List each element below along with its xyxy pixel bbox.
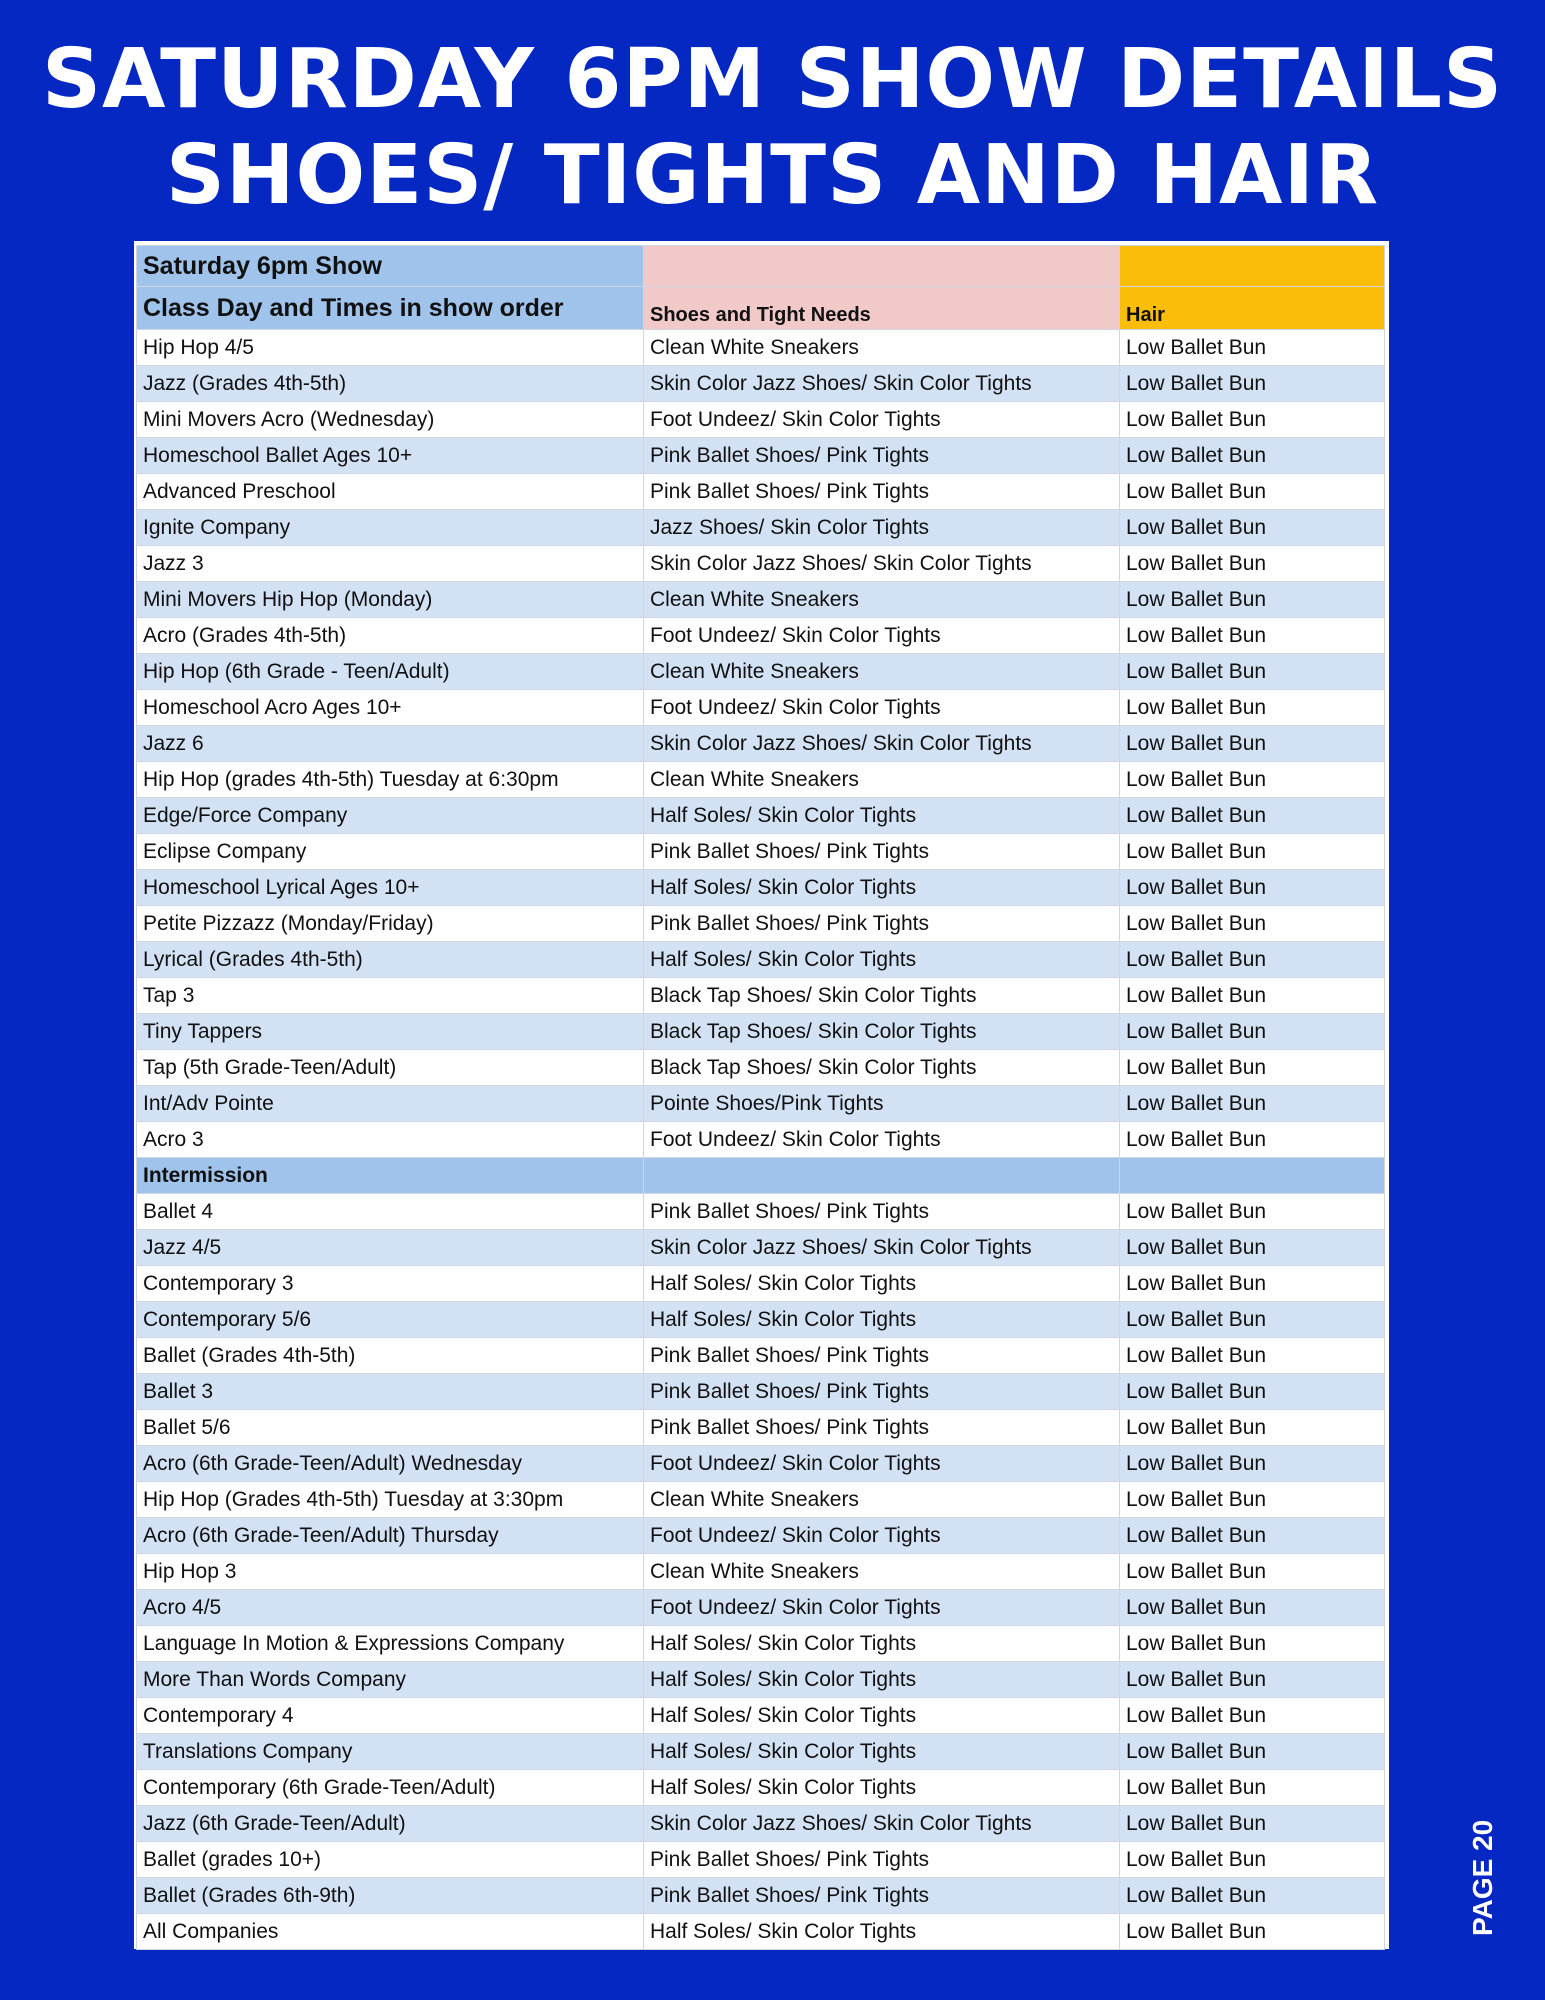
class-cell: Jazz (6th Grade-Teen/Adult) (137, 1806, 644, 1842)
shoes-tights-cell: Half Soles/ Skin Color Tights (644, 1914, 1120, 1950)
column-header-hair: Hair (1120, 287, 1385, 330)
intermission-row (137, 1158, 1385, 1194)
table-row (137, 906, 1385, 942)
shoes-tights-cell: Pink Ballet Shoes/ Pink Tights (644, 1338, 1120, 1374)
table-row (137, 726, 1385, 762)
class-cell: Acro (6th Grade-Teen/Adult) Thursday (137, 1518, 644, 1554)
column-header-class: Class Day and Times in show order (137, 287, 644, 330)
shoes-tights-cell: Pink Ballet Shoes/ Pink Tights (644, 1374, 1120, 1410)
class-cell: Tiny Tappers (137, 1014, 644, 1050)
table-row (137, 690, 1385, 726)
table-row (137, 618, 1385, 654)
shoes-tights-cell: Skin Color Jazz Shoes/ Skin Color Tights (644, 726, 1120, 762)
table-row (137, 798, 1385, 834)
class-cell: Contemporary 4 (137, 1698, 644, 1734)
hair-cell: Low Ballet Bun (1120, 1554, 1385, 1590)
table-row (137, 1734, 1385, 1770)
hair-cell: Low Ballet Bun (1120, 834, 1385, 870)
table-row (137, 1194, 1385, 1230)
shoes-tights-cell: Black Tap Shoes/ Skin Color Tights (644, 978, 1120, 1014)
table-row (137, 1086, 1385, 1122)
table-row (137, 1626, 1385, 1662)
class-cell: Mini Movers Acro (Wednesday) (137, 402, 644, 438)
class-cell: Hip Hop 3 (137, 1554, 644, 1590)
hair-cell: Low Ballet Bun (1120, 1086, 1385, 1122)
hair-cell: Low Ballet Bun (1120, 1374, 1385, 1410)
hair-cell: Low Ballet Bun (1120, 798, 1385, 834)
class-cell: Ignite Company (137, 510, 644, 546)
table-row (137, 1266, 1385, 1302)
class-cell: Ballet 3 (137, 1374, 644, 1410)
shoes-tights-cell: Clean White Sneakers (644, 762, 1120, 798)
class-cell: Eclipse Company (137, 834, 644, 870)
shoes-tights-cell: Foot Undeez/ Skin Color Tights (644, 1446, 1120, 1482)
hair-cell: Low Ballet Bun (1120, 1806, 1385, 1842)
class-cell: Jazz 4/5 (137, 1230, 644, 1266)
hair-cell: Low Ballet Bun (1120, 762, 1385, 798)
table-row (137, 1518, 1385, 1554)
title-line-1: SATURDAY 6PM SHOW DETAILS (41, 32, 1504, 127)
table-row (137, 1698, 1385, 1734)
shoes-tights-cell: Half Soles/ Skin Color Tights (644, 1302, 1120, 1338)
hair-cell: Low Ballet Bun (1120, 474, 1385, 510)
class-cell: Ballet (Grades 4th-5th) (137, 1338, 644, 1374)
class-cell: Homeschool Ballet Ages 10+ (137, 438, 644, 474)
hair-cell: Low Ballet Bun (1120, 546, 1385, 582)
hair-cell: Low Ballet Bun (1120, 1338, 1385, 1374)
table-row (137, 438, 1385, 474)
shoes-tights-cell: Pink Ballet Shoes/ Pink Tights (644, 1842, 1120, 1878)
intermission-blank (1120, 1158, 1385, 1194)
class-cell: Acro (6th Grade-Teen/Adult) Wednesday (137, 1446, 644, 1482)
class-cell: Contemporary 5/6 (137, 1302, 644, 1338)
hair-cell: Low Ballet Bun (1120, 510, 1385, 546)
class-cell: Contemporary 3 (137, 1266, 644, 1302)
table-row (137, 546, 1385, 582)
shoes-tights-cell: Half Soles/ Skin Color Tights (644, 1266, 1120, 1302)
table-row (137, 942, 1385, 978)
table-row (137, 834, 1385, 870)
title-line-2: SHOES/ TIGHTS AND HAIR (165, 128, 1380, 223)
table-row (137, 1914, 1385, 1950)
class-cell: Hip Hop (6th Grade - Teen/Adult) (137, 654, 644, 690)
header-blank-hair (1120, 246, 1385, 287)
shoes-tights-cell: Skin Color Jazz Shoes/ Skin Color Tights (644, 1806, 1120, 1842)
page-number: PAGE 20 (1467, 1819, 1498, 1936)
table-row (137, 1554, 1385, 1590)
shoes-tights-cell: Pink Ballet Shoes/ Pink Tights (644, 1194, 1120, 1230)
shoes-tights-cell: Pink Ballet Shoes/ Pink Tights (644, 1878, 1120, 1914)
shoes-tights-cell: Half Soles/ Skin Color Tights (644, 1734, 1120, 1770)
table-row (137, 1230, 1385, 1266)
hair-cell: Low Ballet Bun (1120, 1878, 1385, 1914)
show-label: Saturday 6pm Show (137, 246, 644, 287)
table-row (137, 654, 1385, 690)
table-row (137, 1482, 1385, 1518)
hair-cell: Low Ballet Bun (1120, 1842, 1385, 1878)
shoes-tights-cell: Skin Color Jazz Shoes/ Skin Color Tights (644, 546, 1120, 582)
hair-cell: Low Ballet Bun (1120, 1518, 1385, 1554)
shoes-tights-cell: Clean White Sneakers (644, 1482, 1120, 1518)
shoes-tights-cell: Skin Color Jazz Shoes/ Skin Color Tights (644, 366, 1120, 402)
class-cell: Tap (5th Grade-Teen/Adult) (137, 1050, 644, 1086)
table-row (137, 1878, 1385, 1914)
shoes-tights-cell: Pink Ballet Shoes/ Pink Tights (644, 474, 1120, 510)
shoes-tights-cell: Foot Undeez/ Skin Color Tights (644, 618, 1120, 654)
shoes-tights-cell: Pink Ballet Shoes/ Pink Tights (644, 834, 1120, 870)
table-row (137, 582, 1385, 618)
class-cell: Lyrical (Grades 4th-5th) (137, 942, 644, 978)
table-row (137, 1122, 1385, 1158)
table-row (137, 1302, 1385, 1338)
class-cell: Contemporary (6th Grade-Teen/Adult) (137, 1770, 644, 1806)
class-cell: Acro 4/5 (137, 1590, 644, 1626)
shoes-tights-cell: Foot Undeez/ Skin Color Tights (644, 402, 1120, 438)
table-row (137, 1050, 1385, 1086)
column-header-shoes: Shoes and Tight Needs (644, 287, 1120, 330)
table-row (137, 510, 1385, 546)
hair-cell: Low Ballet Bun (1120, 1698, 1385, 1734)
class-cell: Petite Pizzazz (Monday/Friday) (137, 906, 644, 942)
class-cell: Tap 3 (137, 978, 644, 1014)
hair-cell: Low Ballet Bun (1120, 402, 1385, 438)
class-cell: Ballet (Grades 6th-9th) (137, 1878, 644, 1914)
class-cell: Ballet 5/6 (137, 1410, 644, 1446)
table-row (137, 474, 1385, 510)
hair-cell: Low Ballet Bun (1120, 1734, 1385, 1770)
class-cell: Ballet 4 (137, 1194, 644, 1230)
hair-cell: Low Ballet Bun (1120, 1914, 1385, 1950)
class-cell: Translations Company (137, 1734, 644, 1770)
shoes-tights-cell: Clean White Sneakers (644, 330, 1120, 366)
hair-cell: Low Ballet Bun (1120, 438, 1385, 474)
hair-cell: Low Ballet Bun (1120, 1770, 1385, 1806)
table-row (137, 1338, 1385, 1374)
hair-cell: Low Ballet Bun (1120, 1230, 1385, 1266)
header-row-show (137, 246, 1385, 287)
hair-cell: Low Ballet Bun (1120, 582, 1385, 618)
hair-cell: Low Ballet Bun (1120, 1482, 1385, 1518)
shoes-tights-cell: Jazz Shoes/ Skin Color Tights (644, 510, 1120, 546)
shoes-tights-cell: Pink Ballet Shoes/ Pink Tights (644, 438, 1120, 474)
header-blank-shoes (644, 246, 1120, 287)
shoes-tights-cell: Half Soles/ Skin Color Tights (644, 870, 1120, 906)
shoes-tights-cell: Foot Undeez/ Skin Color Tights (644, 1518, 1120, 1554)
shoes-tights-cell: Pink Ballet Shoes/ Pink Tights (644, 906, 1120, 942)
table-row (137, 1410, 1385, 1446)
shoes-tights-cell: Half Soles/ Skin Color Tights (644, 1662, 1120, 1698)
table-row (137, 978, 1385, 1014)
table-row (137, 1842, 1385, 1878)
hair-cell: Low Ballet Bun (1120, 654, 1385, 690)
hair-cell: Low Ballet Bun (1120, 1194, 1385, 1230)
shoes-tights-cell: Half Soles/ Skin Color Tights (644, 1770, 1120, 1806)
intermission-blank (644, 1158, 1120, 1194)
hair-cell: Low Ballet Bun (1120, 1050, 1385, 1086)
table-row (137, 1770, 1385, 1806)
shoes-tights-cell: Black Tap Shoes/ Skin Color Tights (644, 1050, 1120, 1086)
class-cell: All Companies (137, 1914, 644, 1950)
table-row (137, 1806, 1385, 1842)
table-row (137, 1014, 1385, 1050)
hair-cell: Low Ballet Bun (1120, 690, 1385, 726)
class-cell: Acro 3 (137, 1122, 644, 1158)
hair-cell: Low Ballet Bun (1120, 906, 1385, 942)
class-cell: More Than Words Company (137, 1662, 644, 1698)
table-row (137, 330, 1385, 366)
shoes-tights-cell: Pointe Shoes/Pink Tights (644, 1086, 1120, 1122)
shoes-tights-cell: Foot Undeez/ Skin Color Tights (644, 1122, 1120, 1158)
intermission-label: Intermission (137, 1158, 644, 1194)
hair-cell: Low Ballet Bun (1120, 618, 1385, 654)
shoes-tights-cell: Half Soles/ Skin Color Tights (644, 1626, 1120, 1662)
hair-cell: Low Ballet Bun (1120, 870, 1385, 906)
shoes-tights-cell: Half Soles/ Skin Color Tights (644, 1698, 1120, 1734)
class-cell: Homeschool Lyrical Ages 10+ (137, 870, 644, 906)
class-cell: Jazz 3 (137, 546, 644, 582)
class-cell: Acro (Grades 4th-5th) (137, 618, 644, 654)
show-table (136, 245, 1385, 1950)
shoes-tights-cell: Black Tap Shoes/ Skin Color Tights (644, 1014, 1120, 1050)
class-cell: Hip Hop (grades 4th-5th) Tuesday at 6:30pm (137, 762, 644, 798)
class-cell: Homeschool Acro Ages 10+ (137, 690, 644, 726)
shoes-tights-cell: Skin Color Jazz Shoes/ Skin Color Tights (644, 1230, 1120, 1266)
table-row (137, 870, 1385, 906)
shoes-tights-cell: Pink Ballet Shoes/ Pink Tights (644, 1410, 1120, 1446)
hair-cell: Low Ballet Bun (1120, 1662, 1385, 1698)
table-row (137, 1590, 1385, 1626)
class-cell: Ballet (grades 10+) (137, 1842, 644, 1878)
header-row-columns (137, 287, 1385, 330)
hair-cell: Low Ballet Bun (1120, 1590, 1385, 1626)
class-cell: Hip Hop (Grades 4th-5th) Tuesday at 3:30pm (137, 1482, 644, 1518)
table-row (137, 366, 1385, 402)
schedule-sheet (134, 241, 1389, 1949)
hair-cell: Low Ballet Bun (1120, 978, 1385, 1014)
shoes-tights-cell: Foot Undeez/ Skin Color Tights (644, 690, 1120, 726)
page-title (0, 32, 1545, 224)
shoes-tights-cell: Clean White Sneakers (644, 582, 1120, 618)
class-cell: Mini Movers Hip Hop (Monday) (137, 582, 644, 618)
hair-cell: Low Ballet Bun (1120, 726, 1385, 762)
hair-cell: Low Ballet Bun (1120, 1122, 1385, 1158)
shoes-tights-cell: Clean White Sneakers (644, 1554, 1120, 1590)
hair-cell: Low Ballet Bun (1120, 1302, 1385, 1338)
class-cell: Hip Hop 4/5 (137, 330, 644, 366)
hair-cell: Low Ballet Bun (1120, 366, 1385, 402)
class-cell: Jazz 6 (137, 726, 644, 762)
class-cell: Jazz (Grades 4th-5th) (137, 366, 644, 402)
class-cell: Int/Adv Pointe (137, 1086, 644, 1122)
table-row (137, 402, 1385, 438)
shoes-tights-cell: Foot Undeez/ Skin Color Tights (644, 1590, 1120, 1626)
hair-cell: Low Ballet Bun (1120, 1266, 1385, 1302)
shoes-tights-cell: Half Soles/ Skin Color Tights (644, 942, 1120, 978)
class-cell: Edge/Force Company (137, 798, 644, 834)
table-row (137, 762, 1385, 798)
class-cell: Language In Motion & Expressions Company (137, 1626, 644, 1662)
hair-cell: Low Ballet Bun (1120, 330, 1385, 366)
table-row (137, 1446, 1385, 1482)
table-row (137, 1374, 1385, 1410)
class-cell: Advanced Preschool (137, 474, 644, 510)
hair-cell: Low Ballet Bun (1120, 1014, 1385, 1050)
hair-cell: Low Ballet Bun (1120, 942, 1385, 978)
hair-cell: Low Ballet Bun (1120, 1410, 1385, 1446)
shoes-tights-cell: Clean White Sneakers (644, 654, 1120, 690)
shoes-tights-cell: Half Soles/ Skin Color Tights (644, 798, 1120, 834)
table-row (137, 1662, 1385, 1698)
hair-cell: Low Ballet Bun (1120, 1626, 1385, 1662)
hair-cell: Low Ballet Bun (1120, 1446, 1385, 1482)
